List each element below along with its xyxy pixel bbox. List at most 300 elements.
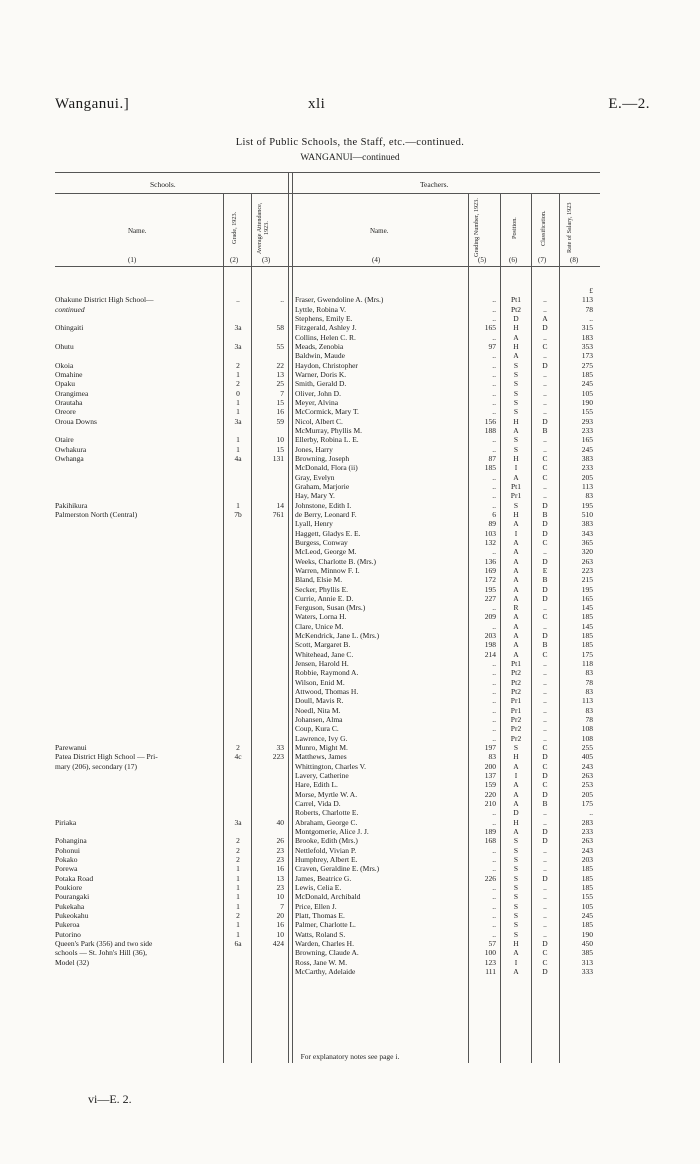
school-name-cell: Pukekaha [55,901,85,911]
attendance-cell: 14 [276,500,284,510]
salary-cell: 293 [581,416,593,426]
position-cell: Pr2 [510,715,522,725]
teacher-name-cell: McKendrick, Jane L. (Mrs.) [295,631,380,641]
position-cell: S [513,397,519,407]
classification-cell: .. [543,369,547,379]
classification-cell: .. [543,696,547,706]
classification-cell: D [542,771,548,781]
salary-cell: .. [589,808,593,818]
school-name-cell: Opaku [55,379,75,389]
grading-cell: .. [492,304,496,314]
classification-cell: .. [543,388,547,398]
teacher-name-cell: McCarthy, Adelaide [295,966,356,976]
classification-cell: .. [543,621,547,631]
grade-cell: 1 [236,407,240,417]
grading-cell: 189 [484,827,496,837]
grading-cell: .. [492,715,496,725]
grading-cell: 111 [485,966,496,976]
classification-cell: D [542,593,548,603]
position-cell: A [513,640,519,650]
position-cell: A [513,789,519,799]
grading-cell: 198 [484,640,496,650]
table-row [0,305,700,314]
table-row [0,575,700,584]
classification-cell: .. [543,929,547,939]
grading-cell: 188 [484,425,496,435]
teacher-name-cell: Fraser, Gwendoline A. (Mrs.) [295,295,384,305]
position-cell: S [513,883,519,892]
grade-cell: 1 [236,397,240,407]
position-cell: S [513,920,519,930]
attendance-cell: 23 [276,855,284,865]
table-row [0,314,700,323]
grade-cell: 6a [234,938,242,948]
classification-cell: D [542,528,548,538]
school-name-cell: Otaire [55,435,74,445]
attendance-cell: 25 [276,379,284,389]
grading-cell: .. [492,407,496,417]
table-title: List of Public Schools, the Staff, etc.—continued. [235,137,465,148]
salary-cell: £ [589,286,593,295]
teacher-name-cell: Lawrence, Ivy G. [295,733,348,743]
teacher-name-cell: Munro, Might M. [295,743,348,753]
position-cell: A [513,519,519,529]
position-cell: A [513,799,519,809]
grading-cell: .. [492,621,496,631]
grading-cell: .. [492,295,496,305]
classification-cell: B [542,799,548,809]
classification-cell: C [542,780,548,790]
grading-cell: 132 [484,537,496,547]
attendance-cell: 10 [276,892,284,902]
salary-cell: 315 [581,323,593,333]
classification-cell: D [542,416,548,426]
table-row [0,874,700,883]
salary-cell: 78 [585,304,593,314]
group-rule [55,193,600,194]
position-cell: Pt2 [510,677,521,687]
teacher-name-cell: Weeks, Charlotte B. (Mrs.) [295,556,377,566]
salary-cell: 233 [581,827,593,837]
classification-cell: D [542,500,548,510]
teacher-name-cell: Scott, Margaret B. [295,640,351,650]
salary-cell: 173 [581,351,593,361]
position-cell: S [513,855,519,865]
salary-cell: 245 [581,444,593,454]
position-cell: S [513,444,519,454]
grading-cell: .. [492,920,496,930]
table-row [0,445,700,454]
salary-cell: 185 [581,631,593,641]
salary-cell: 155 [581,892,593,902]
classification-cell: .. [543,603,547,613]
table-row [0,547,700,556]
table-row [0,333,700,342]
attendance-cell: 16 [276,864,284,874]
salary-cell: 233 [581,425,593,435]
table-row [0,361,700,370]
teacher-name-cell: Doull, Mavis R. [295,696,344,706]
salary-cell: 83 [585,687,593,697]
table-row [0,603,700,612]
position-cell: A [513,649,519,659]
attendance-cell: 22 [276,360,284,370]
grading-cell: .. [492,444,496,454]
school-name-cell: Poukiore [55,883,83,892]
table-row [0,650,700,659]
salary-cell: 113 [582,481,593,491]
table-row [0,295,700,304]
position-cell: S [513,892,519,902]
grading-cell: 159 [484,780,496,790]
grading-cell: .. [492,733,496,743]
grade-cell: 1 [236,864,240,874]
salary-cell: 105 [581,901,593,911]
position-cell: H [513,509,519,519]
teacher-name-cell: McMurray, Phyllis M. [295,425,363,435]
teacher-name-cell: Noedl, Nita M. [295,705,341,715]
classification-cell: .. [543,547,547,557]
position-header: Position. [511,217,518,239]
position-cell: Pr2 [510,733,522,743]
teacher-name-cell: Smith, Gerald D. [295,379,347,389]
classification-cell: .. [543,808,547,818]
attendance-cell: 13 [276,369,284,379]
position-cell: A [513,351,519,361]
salary-cell: 283 [581,817,593,827]
school-name-cell: Ohakune District High School— [55,295,154,305]
column-number: (4) [372,256,381,264]
salary-cell: 185 [581,612,593,622]
teacher-name-cell: McLeod, George M. [295,547,357,557]
position-cell: A [513,584,519,594]
position-cell: A [513,593,519,603]
grading-cell: 103 [484,528,496,538]
grading-cell: 57 [488,938,496,948]
attendance-cell: 15 [276,444,284,454]
table-row [0,818,700,827]
position-cell: I [514,463,518,473]
grading-cell: 100 [484,948,496,958]
position-cell: S [513,901,519,911]
attendance-cell: 223 [272,752,284,762]
teacher-name-cell: Craven, Geraldine E. (Mrs.) [295,864,380,874]
grading-cell: 6 [492,509,496,519]
position-cell: S [513,407,519,417]
grading-cell: .. [492,677,496,687]
grading-cell: .. [492,388,496,398]
school-name-cell: Ohingaiti [55,323,84,333]
grade-cell: 3a [234,341,242,351]
table-row [0,790,700,799]
table-row [0,370,700,379]
position-cell: A [513,472,519,482]
salary-cell: 145 [581,603,593,613]
teacher-name-cell: Fitzgerald, Ashley J. [295,323,357,333]
classification-cell: .. [543,687,547,697]
grade-cell: 2 [236,910,240,920]
salary-header: Rate of Salary, 1923 [566,202,573,254]
grade-cell: 1 [236,369,240,379]
grading-cell: 172 [484,575,496,585]
teacher-name-cell: Ellerby, Robina L. E. [295,435,359,445]
table-row [0,407,700,416]
grading-cell: .. [492,547,496,557]
school-name-cell: Porewa [55,864,78,874]
table-row [0,855,700,864]
grading-cell: .. [492,817,496,827]
classification-cell: B [542,509,548,519]
salary-cell: 205 [581,472,593,482]
table-row [0,668,700,677]
grading-cell: 97 [488,341,496,351]
classification-cell: C [542,341,548,351]
teacher-name-cell: Nettlefold, Vivian P. [295,845,357,855]
grading-cell: .. [492,351,496,361]
classification-cell: D [542,631,548,641]
grade-cell: 0 [236,388,240,398]
grading-cell: .. [492,910,496,920]
teacher-name-cell: Carrel, Vida D. [295,799,341,809]
attendance-cell: .. [280,295,284,305]
running-header-right: E.—2. [608,96,650,112]
schools-group-header: Schools. [150,180,176,189]
grading-cell: 203 [484,631,496,641]
grade-cell: 1 [236,892,240,902]
table-row [0,696,700,705]
grade-cell: 1 [236,920,240,930]
classification-cell: .. [543,304,547,314]
teacher-name-cell: McDonald, Archibald [295,892,361,902]
teacher-name-cell: Warner, Doris K. [295,369,347,379]
grading-cell: 87 [488,453,496,463]
salary-cell: 145 [581,621,593,631]
position-cell: A [513,780,519,790]
salary-cell: 215 [581,575,593,585]
table-row [0,836,700,845]
table-row [0,780,700,789]
grade-cell: 2 [236,743,240,753]
salary-cell: 185 [581,873,593,883]
table-row [0,948,700,957]
attendance-cell: 13 [276,873,284,883]
position-cell: A [513,425,519,435]
grading-cell: .. [492,603,496,613]
teacher-name-cell: Secker, Phyllis E. [295,584,349,594]
salary-cell: 405 [581,752,593,762]
attendance-cell: 59 [276,416,284,426]
position-cell: H [513,752,519,762]
grading-cell: .. [492,360,496,370]
classification-cell: .. [543,855,547,865]
table-row [0,762,700,771]
grade-cell: 3a [234,323,242,333]
school-name-cell: Parewanui [55,743,87,753]
teacher-name-cell: Oliver, John D. [295,388,341,398]
grading-cell: 89 [488,519,496,529]
school-name-cell: Oreore [55,407,76,417]
teacher-name-cell: Whitehead, Jane C. [295,649,354,659]
classification-cell: C [542,463,548,473]
grading-cell: .. [492,332,496,342]
classification-cell: C [542,957,548,967]
salary-cell: 185 [581,640,593,650]
grading-cell: 220 [484,789,496,799]
teacher-name-cell: Meyer, Alvina [295,397,339,407]
grading-cell: 195 [484,584,496,594]
position-cell: Pr2 [510,724,522,734]
classification-cell: .. [543,668,547,678]
classification-cell: .. [543,444,547,454]
salary-cell: 233 [581,463,593,473]
salary-cell: 185 [581,864,593,874]
teacher-name-cell: Lewis, Celia E. [295,883,342,892]
table-row [0,631,700,640]
position-cell: A [513,827,519,837]
column-number: (3) [262,256,271,264]
position-cell: D [513,808,519,818]
teacher-name-cell: Price, Ellen J. [295,901,337,911]
table-row [0,715,700,724]
teacher-name-cell: Browning, Claude A. [295,948,359,958]
position-cell: A [513,621,519,631]
teacher-name-cell: Waters, Lorna H. [295,612,347,622]
table-row [0,958,700,967]
school-name-cell: Owhanga [55,453,84,463]
school-name-cell: Patea District High School — Pri- [55,752,158,762]
teacher-name-cell: Jensen, Harold H. [295,659,349,669]
classification-cell: D [542,360,548,370]
salary-cell: 365 [581,537,593,547]
table-row [0,342,700,351]
school-name-cell: Ohutu [55,341,74,351]
position-cell: A [513,556,519,566]
grading-cell: 197 [484,743,496,753]
position-cell: Pr1 [510,705,522,715]
position-cell: H [513,416,519,426]
table-row [0,920,700,929]
salary-cell: 78 [585,715,593,725]
running-header-left: Wanganui.] [55,96,130,112]
teacher-name-cell: Whittington, Charles V. [295,761,366,771]
classification-cell: .. [543,817,547,827]
teacher-name-cell: Coup, Kura C. [295,724,339,734]
school-name-cell: Owhakura [55,444,87,454]
grade-cell: 2 [236,836,240,846]
position-cell: Pt2 [510,668,521,678]
position-cell: S [513,435,519,445]
grade-cell: 3a [234,416,242,426]
salary-cell: 333 [581,966,593,976]
classification-cell: D [542,752,548,762]
grading-cell: .. [492,472,496,482]
teacher-name-cell: Matthews, James [295,752,347,762]
classification-cell: D [542,556,548,566]
teacher-name-cell: Roberts, Charlotte E. [295,808,359,818]
classification-cell: D [542,836,548,846]
grading-cell: .. [492,705,496,715]
school-name-cell: Potaka Road [55,873,94,883]
table-row [0,557,700,566]
salary-cell: 195 [581,584,593,594]
attendance-cell: 131 [272,453,284,463]
classification-cell: C [542,537,548,547]
position-cell: Pt2 [510,687,521,697]
table-row [0,640,700,649]
position-cell: Pt2 [510,304,521,314]
position-cell: A [513,966,519,976]
table-row [0,687,700,696]
table-row [0,678,700,687]
table-row [0,501,700,510]
classification-cell: .. [543,715,547,725]
position-cell: S [513,743,519,753]
classification-cell: D [542,519,548,529]
salary-cell: 253 [581,780,593,790]
grading-cell: 169 [484,565,496,575]
salary-cell: 165 [581,593,593,603]
grade-cell: 1 [236,444,240,454]
school-name-cell: schools — St. John's Hill (36), [55,948,147,958]
grading-cell: .. [492,397,496,407]
position-cell: S [513,929,519,939]
grading-cell: .. [492,855,496,865]
attendance-cell: 23 [276,845,284,855]
position-cell: S [513,873,519,883]
grading-cell: 123 [484,957,496,967]
position-cell: S [513,910,519,920]
salary-cell: 185 [581,369,593,379]
salary-cell: 203 [581,855,593,865]
table-row [0,463,700,472]
attendance-cell: 20 [276,910,284,920]
teacher-name-cell: Browning, Joseph [295,453,350,463]
salary-cell: 255 [581,743,593,753]
grading-cell: .. [492,491,496,501]
column-number: (6) [509,256,518,264]
table-row [0,594,700,603]
teacher-name-cell: Johansen, Alma [295,715,343,725]
salary-cell: 245 [581,379,593,389]
salary-cell: 243 [581,761,593,771]
grading-cell: .. [492,659,496,669]
classification-cell: .. [543,491,547,501]
table-row [0,585,700,594]
school-name-cell: Oroua Downs [55,416,97,426]
column-number: (5) [478,256,487,264]
grading-cell: 210 [484,799,496,809]
salary-cell: 190 [581,929,593,939]
teacher-name-cell: McDonald, Flora (ii) [295,463,358,473]
grade-cell: 1 [236,500,240,510]
column-number: (7) [538,256,547,264]
grading-header: Grading Number, 1923. [473,198,480,258]
classification-cell: D [542,966,548,976]
position-cell: A [513,575,519,585]
grade-header: Grade, 1923. [231,211,238,245]
table-row [0,743,700,752]
grading-cell: .. [492,845,496,855]
position-cell: Pr1 [510,696,522,706]
teacher-name-cell: Attwood, Thomas H. [295,687,359,697]
teacher-name-cell: Haydon, Christopher [295,360,358,370]
position-cell: A [513,537,519,547]
table-row [0,529,700,538]
teacher-name-cell: Lyall, Henry [295,519,333,529]
table-row [0,435,700,444]
teacher-name-cell: Currie, Annie E. D. [295,593,354,603]
salary-cell: 108 [581,724,593,734]
